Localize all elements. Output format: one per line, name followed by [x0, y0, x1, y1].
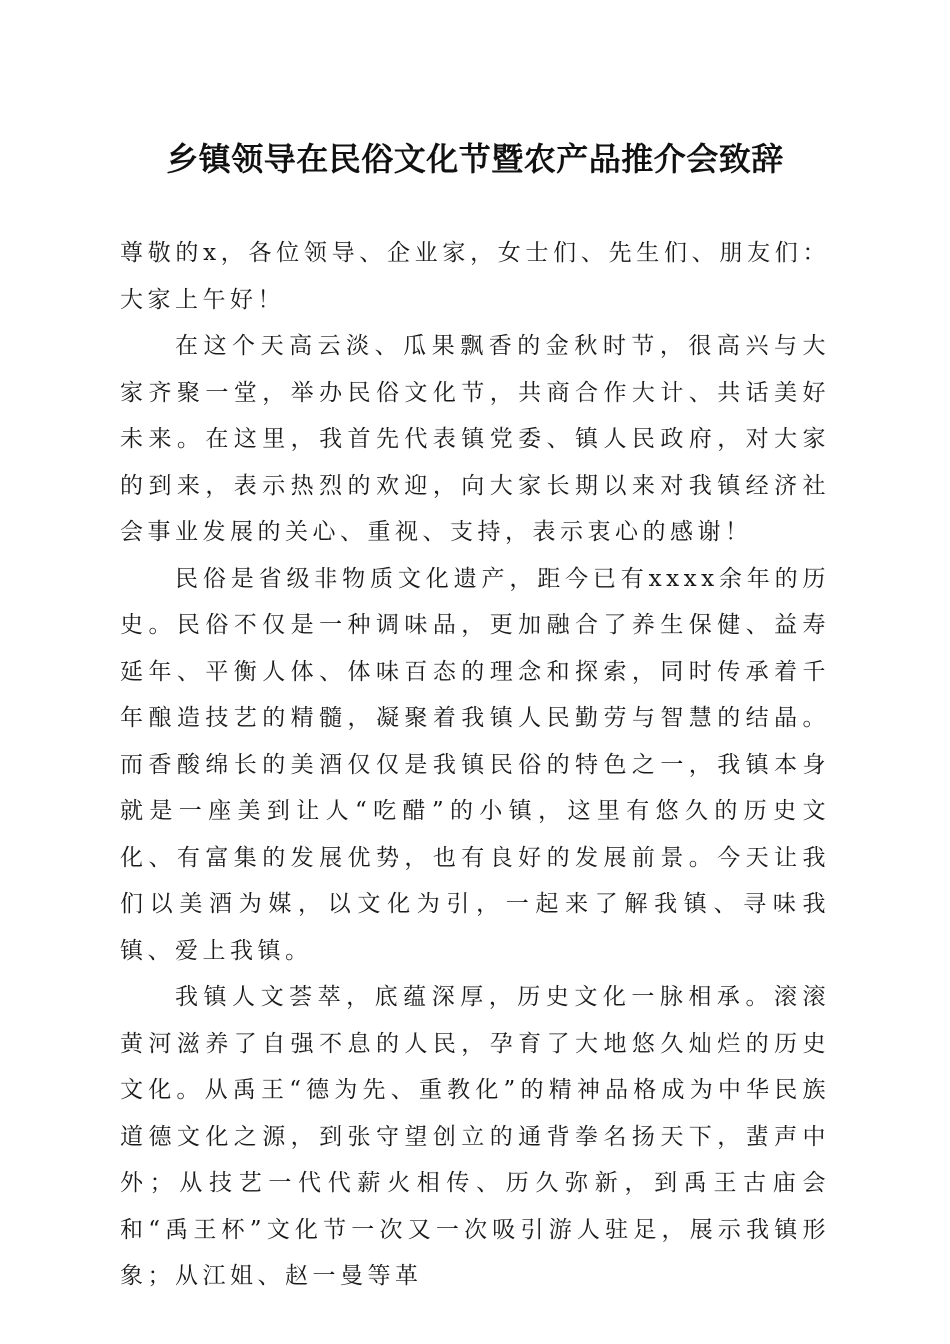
- paragraph-greeting: 尊敬的x，各位领导、企业家，女士们、先生们、朋友们：大家上午好！: [120, 240, 830, 313]
- paragraph-folk-custom: 民俗是省级非物质文化遗产，距今已有xxxx余年的历史。民俗不仅是一种调味品，更加融合了养生保健、益寿延年、平衡人体、体味百态的理念和探索，同时传承着千年酿造技艺的精髓，凝聚着我镇人民勤劳与智慧的结晶。而香酸绵长的美酒仅仅是我镇民俗的特色之一，我镇本身就是一座美到让人“吃醋”的小镇，这里有悠久的历史文化、有富集的发展优势，也有良好的发展前景。今天让我们以美酒为媒，以文化为引，一起来了解我镇、寻味我镇、爱上我镇。: [120, 565, 830, 964]
- document-title: 乡镇领导在民俗文化节暨农产品推介会致辞: [166, 140, 784, 178]
- paragraph-history-culture: 我镇人文荟萃，底蕴深厚，历史文化一脉相承。滚滚黄河滋养了自强不息的人民，孕育了大地悠久灿烂的历史文化。从禹王“德为先、重教化”的精神品格成为中华民族道德文化之源，到张守望创立的通背拳名扬天下，蜚声中外；从技艺一代代薪火相传、历久弥新，到禹王古庙会和“禹王杯”文化节一次又一次吸引游人驻足，展示我镇形象；从江姐、赵一曼等革: [120, 984, 830, 1289]
- document-body: [120, 230, 830, 1300]
- paragraph-welcome: 在这个天高云淡、瓜果飘香的金秋时节，很高兴与大家齐聚一堂，举办民俗文化节，共商合作大计、共话美好未来。在这里，我首先代表镇党委、镇人民政府，对大家的到来，表示热烈的欢迎，向大家长期以来对我镇经济社会事业发展的关心、重视、支持，表示衷心的感谢！: [120, 333, 830, 545]
